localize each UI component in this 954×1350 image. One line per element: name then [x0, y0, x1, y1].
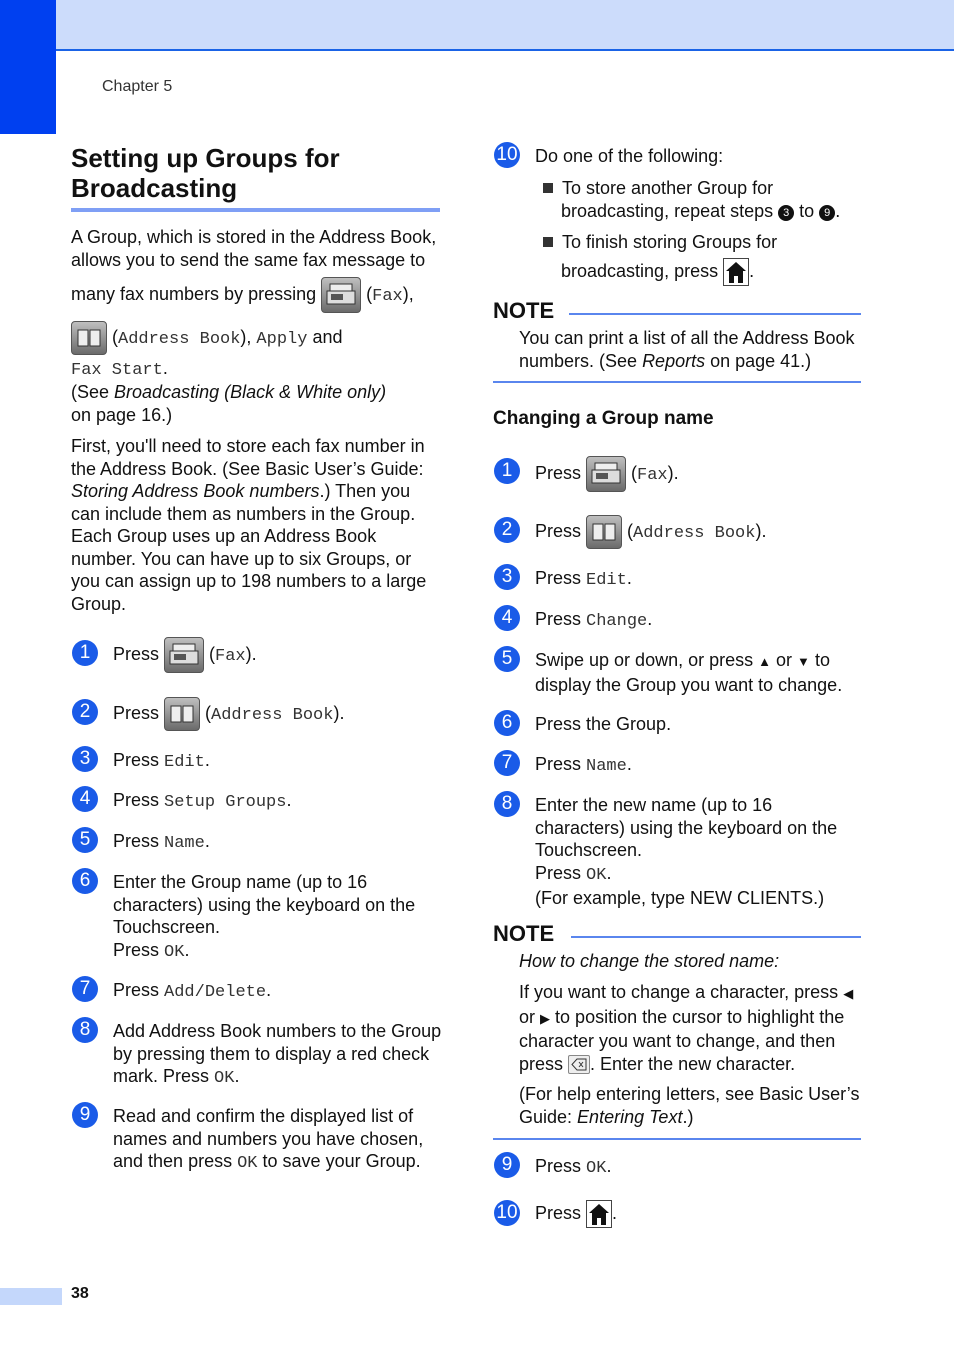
step-label: OK	[237, 1154, 258, 1173]
step-text: Press	[113, 831, 160, 851]
step-number: 6	[494, 710, 520, 736]
fax-label: Fax	[372, 286, 403, 306]
page-tab	[0, 1288, 62, 1305]
home-icon	[586, 1200, 612, 1228]
step-text: Press	[113, 750, 160, 770]
step-text: Press	[535, 1202, 582, 1223]
step-text: Read and confirm the displayed list of names and numbers you have chosen, and then press	[113, 1106, 424, 1171]
step-number: 2	[72, 699, 98, 725]
step-number: 5	[494, 646, 520, 672]
step-number: 8	[72, 1017, 98, 1043]
see-suffix: on page 16.)	[71, 404, 173, 425]
step-label: Setup Groups	[164, 793, 287, 812]
step-number: 6	[72, 868, 98, 894]
note-rule	[493, 1138, 861, 1140]
step-text: Enter the new name (up to 16 characters) using the keyboard on the Touchscreen.	[535, 795, 838, 860]
step-text: Enter the Group name (up to 16 characters) using the keyboard on the Touchscreen.	[113, 872, 416, 937]
step-text: to save your Group.	[262, 1151, 421, 1171]
note-body: to position the cursor to highlight the character you want to change, and then press	[519, 1006, 845, 1074]
subsection-heading: Changing a Group name	[493, 408, 714, 429]
bullet-line: broadcasting, press .	[543, 258, 863, 286]
bullet-line: broadcasting, repeat steps 3 to 9 .	[561, 200, 841, 221]
step-label: Edit	[164, 753, 205, 772]
note-rule	[493, 381, 861, 383]
backspace-icon	[568, 1055, 590, 1074]
step-5: Press Name.	[113, 831, 210, 853]
bullet-store-another	[543, 177, 863, 222]
note-heading: NOTE	[493, 921, 555, 946]
bullet-text: broadcasting, press	[561, 260, 719, 281]
step-9	[113, 1105, 443, 1176]
change-step-8	[535, 794, 853, 910]
step-2: Press (Address Book).	[113, 697, 344, 731]
bullet-text: to	[799, 200, 815, 221]
bullet-square-icon	[543, 183, 553, 193]
first-para-text: .) Then you can include them as numbers in the Group. Each Group uses up an Address Book number. You can have up to six Groups, or you can assign up to 198 numbers to a large Group.	[71, 481, 427, 614]
step-press-line: Press OK.	[113, 939, 190, 962]
bullet-text: To finish storing Groups for	[562, 232, 778, 252]
step-text: Press	[535, 609, 582, 629]
bullet-square-icon	[543, 237, 553, 247]
step-ref-badge: 3	[778, 205, 794, 221]
page-number: 38	[71, 1285, 89, 1302]
note-body: (For help entering letters, see Basic User’s Guide:	[519, 1084, 860, 1127]
note-text	[519, 327, 861, 372]
note-text	[519, 981, 861, 1075]
intro-line: many fax numbers by pressing (Fax),	[71, 277, 443, 313]
step-number: 1	[72, 640, 98, 666]
step-text: to display the Group you want to change.	[535, 650, 843, 695]
step-1: Press (Fax).	[113, 637, 257, 673]
step-example: (For example, type NEW CLIENTS.)	[535, 888, 825, 908]
entering-text-link[interactable]: Entering Text	[577, 1106, 683, 1127]
step-text: Press	[113, 790, 160, 810]
step-10-text: Do one of the following:	[535, 146, 724, 166]
change-step-1: Press (Fax).	[535, 456, 679, 492]
step-text: Press	[113, 980, 160, 1000]
step-text: Press	[113, 643, 160, 664]
step-number: 3	[494, 564, 520, 590]
step-text: Press	[113, 702, 160, 723]
address-book-label: Address Book	[118, 329, 241, 349]
intro-paragraph	[71, 226, 443, 383]
chapter-tab	[0, 0, 56, 134]
step-number: 5	[72, 827, 98, 853]
note-body: If you want to change a character, press	[519, 982, 839, 1002]
step-label: Fax	[637, 465, 668, 485]
intro-line: Fax Start.	[71, 358, 168, 380]
step-text: Press	[535, 862, 582, 883]
address-book-icon	[71, 321, 107, 355]
step-label: Address Book	[211, 705, 334, 725]
step-number: 9	[494, 1152, 520, 1178]
note-body: .)	[682, 1106, 694, 1127]
intro-line: allows you to send the same fax message to	[71, 249, 426, 270]
change-step-5	[535, 649, 861, 696]
step-number: 7	[72, 976, 98, 1002]
step-text: Press	[535, 568, 582, 588]
down-arrow-icon: ▼	[797, 654, 810, 669]
bullet-text: To store another Group for	[562, 178, 774, 198]
title-underline	[71, 208, 440, 212]
step-number: 8	[494, 791, 520, 817]
step-press-line: Press OK.	[535, 862, 612, 885]
bullet-finish	[543, 231, 863, 286]
step-number: 7	[494, 750, 520, 776]
step-number: 1	[494, 458, 520, 484]
step-text: Press	[535, 462, 582, 483]
step-4: Press Setup Groups.	[113, 790, 292, 812]
fax-start-label: Fax Start	[71, 361, 163, 380]
see-prefix: (See	[71, 382, 115, 402]
step-ref-badge: 9	[819, 205, 835, 221]
change-step-9: Press OK.	[535, 1156, 612, 1178]
step-label: Address Book	[633, 523, 756, 543]
note-body: You can print a list of all the Address Book numbers. (See	[519, 328, 855, 371]
step-6	[113, 871, 443, 964]
step-text: Press	[113, 939, 160, 960]
chapter-label: Chapter 5	[102, 78, 173, 95]
step-3: Press Edit.	[113, 750, 210, 772]
intro-line: (Address Book), Apply and	[71, 321, 443, 355]
step-text: Add Address Book numbers to the Group by pressing them to display a red check mark. Press	[113, 1021, 442, 1086]
step-label: Name	[164, 834, 205, 853]
step-label: Name	[586, 757, 627, 776]
note-italic	[519, 950, 861, 973]
up-arrow-icon: ▲	[758, 654, 771, 669]
step-text: Press	[535, 754, 582, 774]
first-para-text: First, you'll need to store each fax number in the Address Book. (See Basic User’s Guide:	[71, 436, 425, 479]
note-rule	[569, 313, 861, 315]
step-label: OK	[164, 942, 185, 962]
step-text: Swipe up or down, or press	[535, 650, 754, 670]
change-step-3: Press Edit.	[535, 568, 632, 590]
step-label: Edit	[586, 571, 627, 590]
left-arrow-icon: ◀	[843, 986, 854, 1001]
step-number: 4	[72, 786, 98, 812]
and-word: and	[312, 326, 343, 347]
reports-link[interactable]: Reports	[642, 350, 706, 371]
note-body: or	[519, 1006, 536, 1027]
change-step-2: Press (Address Book).	[535, 515, 766, 549]
change-step-10: Press .	[535, 1200, 617, 1228]
note-heading: NOTE	[493, 298, 555, 323]
step-text: Press	[535, 1156, 582, 1176]
bullet-text: broadcasting, repeat steps	[561, 200, 774, 221]
step-number: 10	[494, 142, 520, 168]
step-label: OK	[586, 1159, 607, 1178]
note-body: on page 41.)	[705, 350, 812, 371]
section-title: Setting up Groups for Broadcasting	[71, 143, 340, 203]
fax-icon	[164, 637, 204, 673]
apply-label: Apply	[256, 329, 308, 349]
step-label: Fax	[215, 646, 246, 666]
header-band	[0, 0, 954, 51]
step-number: 9	[72, 1102, 98, 1128]
intro-text: many fax numbers by pressing	[71, 283, 317, 304]
note-body: How to change the stored name:	[519, 951, 780, 971]
intro-line: A Group, which is stored in the Address Book,	[71, 227, 437, 247]
step-8: Add Address Book numbers to the Group by pressing them to display a red check mark. Press OK.	[113, 1021, 442, 1088]
step-number: 3	[72, 746, 98, 772]
note-text	[519, 1083, 861, 1128]
step-text: Press	[535, 520, 582, 541]
fax-icon	[321, 277, 361, 313]
home-icon	[723, 258, 749, 286]
step-text: or	[776, 650, 793, 670]
step-number: 2	[494, 517, 520, 543]
step-label: OK	[586, 865, 607, 885]
change-step-6: Press the Group.	[535, 714, 672, 734]
note-rule	[571, 936, 861, 938]
change-step-4: Press Change.	[535, 609, 653, 631]
note-body: . Enter the new character.	[590, 1053, 796, 1074]
address-book-icon	[164, 697, 200, 731]
see-reference	[71, 381, 443, 426]
change-step-7: Press Name.	[535, 754, 632, 776]
step-number: 10	[494, 1200, 520, 1226]
step-label: Add/Delete	[164, 983, 267, 1002]
right-arrow-icon: ▶	[540, 1010, 551, 1026]
step-number: 4	[494, 605, 520, 631]
first-para-link[interactable]: Storing Address Book numbers	[71, 481, 320, 501]
step-label: OK	[214, 1069, 235, 1088]
see-link[interactable]: Broadcasting (Black & White only)	[114, 382, 387, 402]
fax-icon	[586, 456, 626, 492]
address-book-icon	[586, 515, 622, 549]
step-label: Change	[586, 612, 648, 631]
first-paragraph	[71, 435, 439, 615]
step-7: Press Add/Delete.	[113, 980, 272, 1002]
